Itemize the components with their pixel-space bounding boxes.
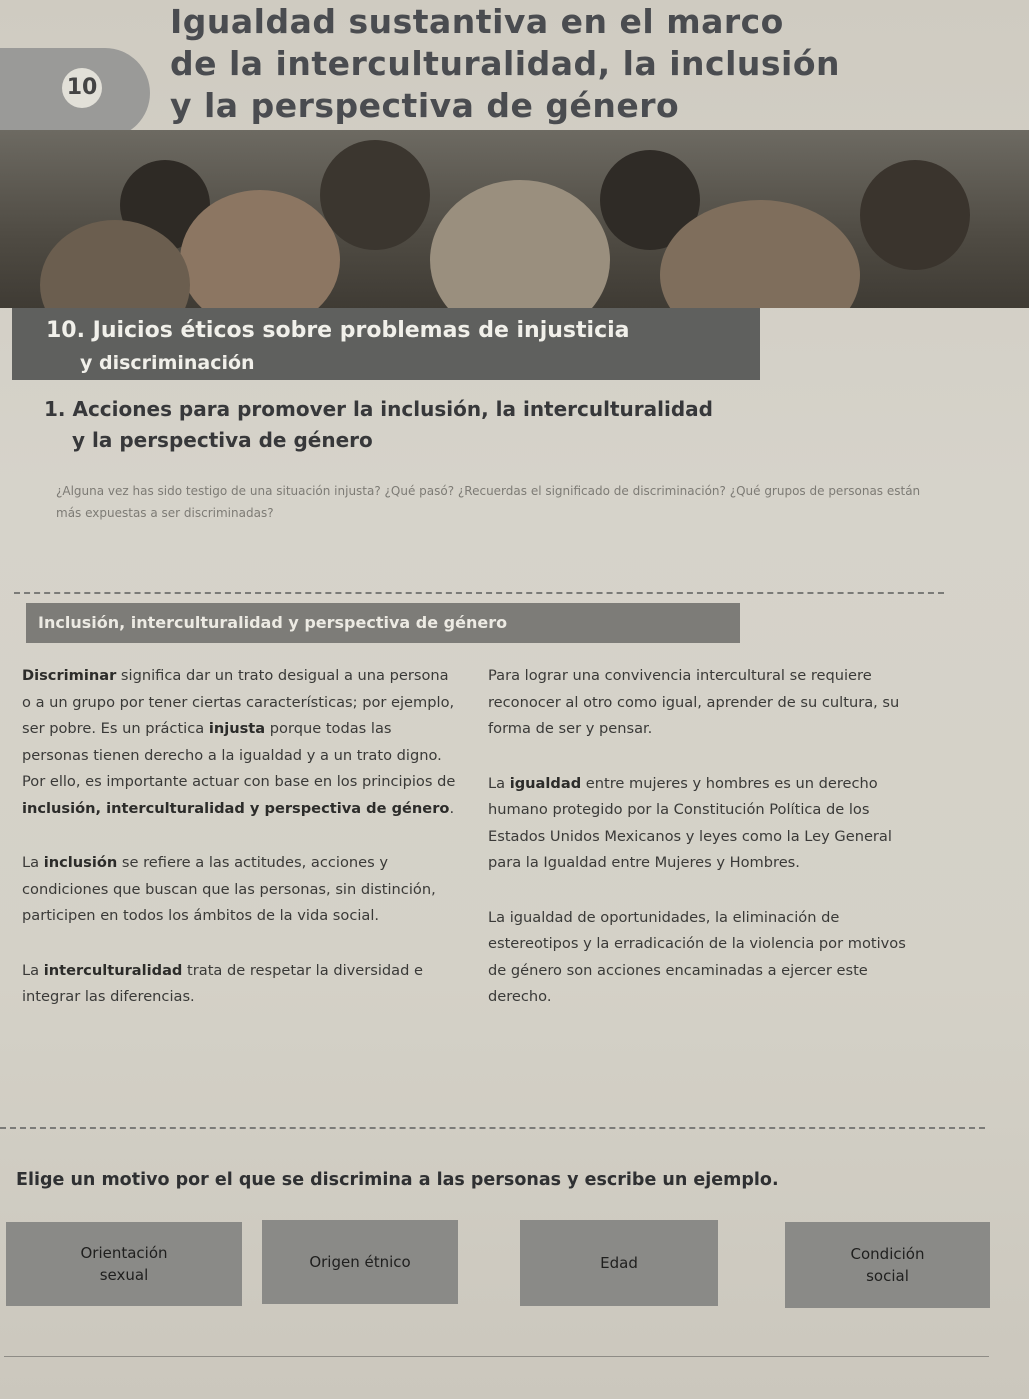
oportunidades-paragraph: La igualdad de oportunidades, la eliminación de estereotipos y la erradicación de la violencia por motivos de género son acciones encaminadas a ejercer este derecho. — [488, 908, 906, 1005]
section-title-line-1: 10. Juicios éticos sobre problemas de injusticia — [46, 318, 630, 343]
info-banner: Inclusión, interculturalidad y perspectiva de género — [26, 603, 740, 643]
chapter-title-line-2: de la interculturalidad, la inclusión — [170, 44, 840, 83]
chapter-title-line-1: Igualdad sustantiva en el marco — [170, 2, 784, 41]
option-orientacion-sexual[interactable]: Orientación sexual — [6, 1222, 242, 1306]
discriminar-paragraph: Discriminar significa dar un trato desigual a una persona o a un grupo por tener ciertas características; por ejemplo, ser pobre. Es un práctica injusta porque todas las personas tienen derecho a la igualdad y a un trato digno. Por ello, es importante actuar con base en los principios de inclusión, interculturalidad y perspectiva de género. — [22, 667, 456, 817]
section-title-bar — [12, 308, 760, 380]
answer-line[interactable] — [4, 1356, 989, 1357]
chapter-title-line-3: y la perspectiva de género — [170, 86, 680, 125]
subsection-title-line-2: y la perspectiva de género — [72, 428, 373, 452]
option-edad[interactable]: Edad — [520, 1220, 718, 1306]
chapter-badge — [0, 48, 150, 138]
subsection-title-line-1: 1. Acciones para promover la inclusión, la interculturalidad — [44, 397, 713, 421]
convivencia-paragraph: Para lograr una convivencia intercultural se requiere reconocer al otro como igual, aprender de su cultura, su forma de ser y pensar. — [488, 667, 900, 737]
option-origen-etnico[interactable]: Origen étnico — [262, 1220, 458, 1304]
option-condicion-social[interactable]: Condición social — [785, 1222, 990, 1308]
interculturalidad-paragraph: La interculturalidad trata de respetar la diversidad e integrar las diferencias. — [22, 961, 424, 1005]
left-column — [22, 663, 462, 1039]
top-divider — [14, 592, 944, 594]
section-title-line-2: y discriminación — [80, 352, 255, 374]
chapter-number: 10 — [62, 68, 102, 108]
intro-question: ¿Alguna vez has sido testigo de una situación injusta? ¿Qué pasó? ¿Recuerdas el significado de discriminación? ¿Qué grupos de personas están más expuestas a ser discriminadas? — [56, 484, 921, 520]
igualdad-paragraph: La igualdad entre mujeres y hombres es un derecho humano protegido por la Constitución Política de los Estados Unidos Mexicanos y leyes como la Ley General para la Igualdad entre Mujeres y Hombres. — [488, 774, 892, 871]
bottom-divider — [0, 1127, 985, 1129]
inclusion-paragraph: La inclusión se refiere a las actitudes, acciones y condiciones que buscan que las personas, sin distinción, participen en todos los ámbitos de la vida social. — [22, 854, 436, 924]
activity-prompt: Elige un motivo por el que se discrimina a las personas y escribe un ejemplo. — [16, 1170, 779, 1190]
chapter-photo — [0, 130, 1029, 308]
right-column — [488, 663, 918, 1039]
